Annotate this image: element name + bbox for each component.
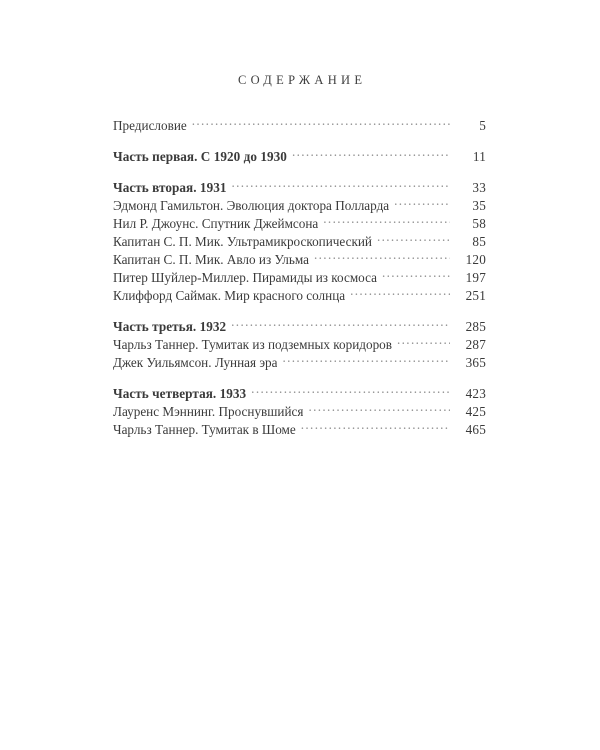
- dot-leader: [292, 143, 450, 161]
- toc-page-number: 285: [465, 319, 486, 334]
- toc-entry-label: Часть вторая. 1931: [113, 180, 227, 195]
- dot-leader: [301, 416, 450, 434]
- toc-part-row[interactable]: [113, 380, 486, 401]
- toc-page-number: 33: [472, 180, 486, 195]
- dot-leader: [397, 331, 450, 349]
- page-title: СОДЕРЖАНИЕ: [237, 73, 367, 87]
- toc-entry-label: Эдмонд Гамильтон. Эволюция доктора Полларда: [113, 198, 390, 213]
- toc-group: [113, 380, 486, 437]
- toc-entry-label: Лауренс Мэннинг. Проснувшийся: [113, 404, 304, 419]
- toc-page-number: 5: [479, 118, 486, 133]
- dot-leader: [382, 264, 450, 282]
- toc-group: [113, 112, 486, 133]
- toc-part-row[interactable]: [113, 143, 486, 164]
- toc-page-number: 35: [472, 198, 486, 213]
- toc-page-number: 287: [465, 337, 486, 352]
- toc-entry-label: Чарльз Таннер. Тумитак в Шоме: [113, 422, 296, 437]
- toc-page-number: 197: [465, 270, 486, 285]
- toc-page-number: 425: [465, 404, 486, 419]
- dot-leader: [282, 349, 450, 367]
- toc-page-number: 465: [465, 422, 486, 437]
- dot-leader: [232, 174, 451, 192]
- toc-page-number: 58: [472, 216, 486, 231]
- toc-entry-label: Чарльз Таннер. Тумитак из подземных коридоров: [113, 337, 393, 352]
- toc-group: [113, 313, 486, 370]
- toc-part-row[interactable]: [113, 313, 486, 334]
- toc-entry-label: Капитан С. П. Мик. Ультрамикроскопический: [113, 234, 372, 249]
- toc-entry-label: Нил Р. Джоунс. Спутник Джеймсона: [113, 216, 319, 231]
- toc-entry-label: Предисловие: [113, 118, 187, 133]
- toc-group: [113, 174, 486, 303]
- toc-page-number: 423: [465, 386, 486, 401]
- toc-entry-label: Часть четвертая. 1933: [113, 386, 247, 401]
- toc-part-row[interactable]: [113, 174, 486, 195]
- dot-leader: [394, 192, 450, 210]
- toc-page-number: 120: [465, 252, 486, 267]
- toc-entry-label: Часть первая. С 1920 до 1930: [113, 149, 287, 164]
- toc-entry-label: Джек Уильямсон. Лунная эра: [113, 355, 278, 370]
- dot-leader: [314, 246, 450, 264]
- toc-entry-label: Питер Шуйлер-Миллер. Пирамиды из космоса: [113, 270, 377, 285]
- toc-entry-label: Клиффорд Саймак. Мир красного солнца: [113, 288, 346, 303]
- toc-page-number: 365: [465, 355, 486, 370]
- dot-leader: [251, 380, 450, 398]
- toc-page-number: 85: [472, 234, 486, 249]
- toc-group: [113, 143, 486, 164]
- dot-leader: [231, 313, 450, 331]
- dot-leader: [350, 282, 450, 300]
- toc-entry-label: Капитан С. П. Мик. Авло из Ульма: [113, 252, 310, 267]
- toc-list: [113, 112, 486, 437]
- toc-entry-row[interactable]: [113, 112, 486, 133]
- toc-page-number: 11: [472, 149, 486, 164]
- toc-page-number: 251: [465, 288, 486, 303]
- toc-entry-label: Часть третья. 1932: [113, 319, 227, 334]
- dot-leader: [323, 210, 450, 228]
- dot-leader: [192, 112, 450, 130]
- dot-leader: [377, 228, 450, 246]
- dot-leader: [308, 398, 450, 416]
